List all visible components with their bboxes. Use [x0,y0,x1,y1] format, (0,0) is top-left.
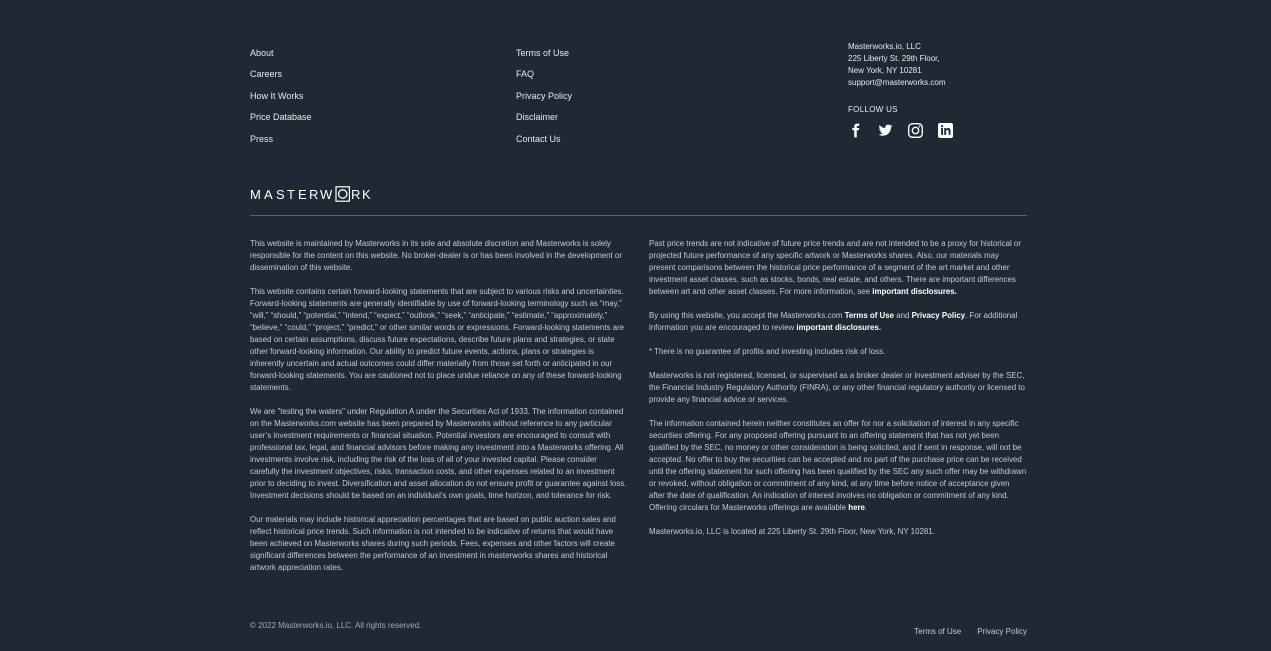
facebook-icon[interactable] [848,123,863,138]
linkedin-icon[interactable] [938,123,953,138]
svg-text:R: R [309,187,319,202]
svg-text:A: A [264,187,273,202]
contact-block [848,41,953,138]
footer-link-press[interactable]: Press [250,133,274,144]
disclaimer-no-offer: The information contained herein neither constitutes an offer for nor a solicitation of interest in any specific securities offering. For any proposed offering pursuant to an offering statement that has not yet been qualified by the SEC, no money or other consideration is being solicited, and if sent in response, will not be accepted. No offer to buy the securities can be accepted and no part of the purchase price can be received until the offering statement for such offering has been qualified by the SEC any such offer may be withdrawn or revoked, without obligation or commitment of any kind, at any time before notice of acceptance given after the date of qualification. An indication of interest involves no obligation or commitment of any kind. Offering circulars for Masterworks offerings are available here. [649,419,1027,512]
svg-text:R: R [351,187,361,202]
bottom-privacy-link[interactable]: Privacy Policy [977,627,1027,636]
important-disclosures-link-2[interactable]: important disclosures. [796,323,882,332]
bottom-terms-link[interactable]: Terms of Use [914,627,962,636]
address-street: 225 Liberty St. 29th Floor, [848,54,940,63]
footer-nav-secondary [516,43,572,150]
footer-link-price-database[interactable]: Price Database [250,112,312,123]
disclaimer-appreciation: Our materials may include historical appreciation percentages that are based on public auction sales and reflect historical price trends. Such information is not intended to be indicative of returns that would have been achieved on Masterworks shares during such periods. Fees, expenses and other factors will create significant differences between the performance of an investment in masterworks shares and historical artwork appreciation rates. [250,515,616,572]
footer-divider [250,215,1027,216]
disclaimer-terms-acceptance: By using this website, you accept the Masterworks.com Terms of Use and Privacy Policy. For additional information you are encouraged to review important disclosures. [649,311,1018,332]
privacy-policy-inline-link[interactable]: Privacy Policy [911,311,966,320]
disclaimer-forward-looking: This website contains certain forward-looking statements that are subject to various risks and uncertainties. Forward-looking statements are generally identifiable by use of forward-looking terminology such as “may,” “will,” “should,” “potential,” “intend,” “expect,” “outlook,” “seek,” “anticipate,” “estimate,” “approximately,” “believe,” “could,” “project,” “predict,” or other similar words or expressions. Forward-looking statements are based on certain assumptions, discuss future expectations, describe future plans and strategies, or state other forward-looking information. Our ability to predict future events, actions, plans or strategies is inherently uncertain and actual outcomes could differ materially from those set forth or anticipated in our forward-looking statements. You are cautioned not to place undue reliance on any of these forward-looking statements. [250,287,625,392]
disclaimer-location: Masterworks.io, LLC is located at 225 Liberty St. 29th Floor, New York, NY 10281. [649,527,935,536]
disclaimer-price-trends: Past price trends are not indicative of future price trends and are not intended to be a proxy for historical or projected future performance of any specific artwork or Masterworks shares. Also, our materials may present comparisons between the historical price performance of a segment of the art market and other investment asset classes, such as stocks, bonds, real estate, and others. There are important differences between art and other asset classes. For more information, see important disclosures. [649,239,1021,296]
footer-legal-links [914,627,1027,636]
svg-text:W: W [320,187,333,202]
svg-text:E: E [298,187,307,202]
offering-circulars-link[interactable]: here [848,503,865,512]
footer-nav-primary [250,43,312,150]
footer-link-disclaimer[interactable]: Disclaimer [516,112,559,123]
site-footer [250,0,1027,651]
disclaimer-no-guarantee: * There is no guarantee of profits and investing includes risk of loss. [649,347,886,356]
masterworks-logo-mark [250,186,376,202]
footer-link-how-it-works[interactable]: How It Works [250,90,304,101]
disclaimer-not-registered: Masterworks is not registered, licensed, or supervised as a broker dealer or investment adviser by the SEC, the Financial Industry Regulatory Authority (FINRA), or any other financial regulatory authority or licensed to provide any financial advice or services. [649,371,1025,404]
terms-of-use-inline-link[interactable]: Terms of Use [844,311,895,320]
social-links [848,123,953,138]
follow-us-label: FOLLOW US [848,105,898,114]
company-name: Masterworks.io, LLC [848,42,921,51]
svg-text:M: M [250,187,261,202]
copyright-text: © 2022 Masterworks.io, LLC. All rights reserved. [250,621,422,630]
disclaimer-right-column [649,238,1027,550]
footer-link-about[interactable]: About [250,48,274,58]
footer-link-terms[interactable]: Terms of Use [516,48,570,58]
support-email-link[interactable]: support@masterworks.com [848,78,946,87]
svg-text:K: K [362,187,371,202]
footer-link-faq[interactable]: FAQ [516,69,535,80]
disclaimer-maintenance: This website is maintained by Masterworks in its sole and absolute discretion and Masterworks is solely responsible for the content on this website. No broker-dealer is or has been involved in the development or dissemination of this website. [250,239,622,272]
footer-link-privacy[interactable]: Privacy Policy [516,90,573,101]
disclaimer-testing-waters: We are "testing the waters" under Regulation A under the Securities Act of 1933. The information contained on the Masterworks.com website has been prepared by Masterworks without reference to any particular user’s investment requirements or financial situation. Potential investors are encouraged to consult with professional tax, legal, and financial advisors before making any investment into a Masterworks offering. All investments involve risk, including the risk of the loss of all of your invested capital. Please consider carefully the investment objectives, risks, transaction costs, and other expenses related to an investment prior to deciding to invest. Diversification and asset allocation do not ensure profit or guarantee against loss. Investment decisions should be based on an individual’s own goals, time horizon, and tolerance for risk. [250,407,627,500]
instagram-icon[interactable] [908,123,923,138]
footer-link-careers[interactable]: Careers [250,69,283,80]
important-disclosures-link[interactable]: important disclosures. [872,287,957,296]
svg-text:T: T [287,187,295,202]
address-city: New York, NY 10281 [848,66,922,75]
disclaimer-left-column [250,238,628,586]
footer-link-contact[interactable]: Contact Us [516,133,561,144]
twitter-icon[interactable] [878,123,893,138]
masterworks-logo[interactable] [250,186,376,202]
svg-text:S: S [276,187,285,202]
